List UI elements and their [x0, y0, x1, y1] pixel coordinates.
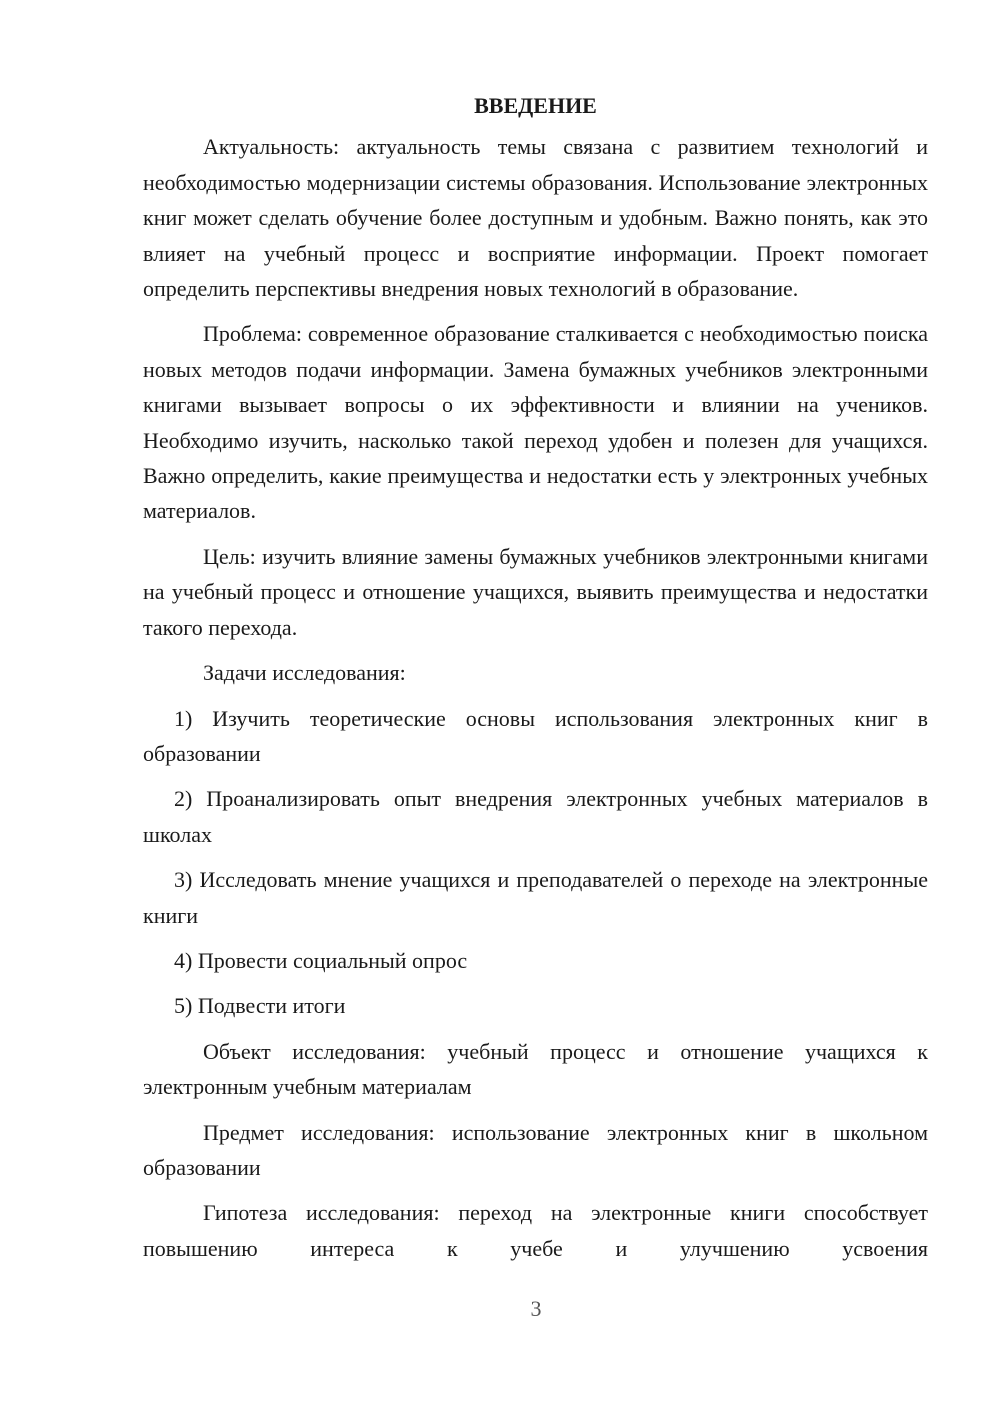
paragraph-tasks-intro: Задачи исследования: — [203, 660, 406, 686]
task-item: 4) Провести социальный опрос — [174, 947, 468, 973]
section-heading: ВВЕДЕНИЕ — [474, 93, 597, 118]
task-item: 5) Подвести итоги — [174, 993, 346, 1019]
page-content — [143, 88, 928, 1266]
paragraph-object: Объект исследования: учебный процесс и отношение учащихся к электронным учебным материалам — [143, 1038, 928, 1100]
page-number: 3 — [530, 1296, 542, 1321]
task-item: 3) Исследовать мнение учащихся и преподавателей о переходе на электронные книги — [143, 867, 928, 928]
task-item: 1) Изучить теоретические основы использования электронных книг в образовании — [143, 705, 928, 766]
paragraph-goal: Цель: изучить влияние замены бумажных учебников электронными книгами на учебный процесс и отношение учащихся, выявить преимущества и недостатки такого перехода. — [143, 543, 928, 640]
paragraph-hypothesis: Гипотеза исследования: переход на электронные книги способствует повышению интереса к учебе и улучшению усвоения — [143, 1200, 928, 1261]
paragraph-subject: Предмет исследования: использование электронных книг в школьном образовании — [143, 1119, 928, 1180]
task-item: 2) Проанализировать опыт внедрения электронных учебных материалов в школах — [143, 786, 928, 847]
paragraph-relevance: Актуальность: актуальность темы связана с развитием технологий и необходимостью модернизации системы образования. Использование электронных книг может сделать обучение более доступным и удобным. Важно понять, как это влияет на учебный процесс и восприятие информации. Проект помогает определить перспективы внедрения новых технологий в образование. — [143, 134, 928, 302]
paragraph-problem: Проблема: современное образование сталкивается с необходимостью поиска новых методов подачи информации. Замена бумажных учебников электронными книгами вызывает вопросы о их эффективности и влиянии на учеников. Необходимо изучить, насколько такой переход удобен и полезен для учащихся. Важно определить, какие преимущества и недостатки есть у электронных учебных материалов. — [143, 321, 928, 524]
